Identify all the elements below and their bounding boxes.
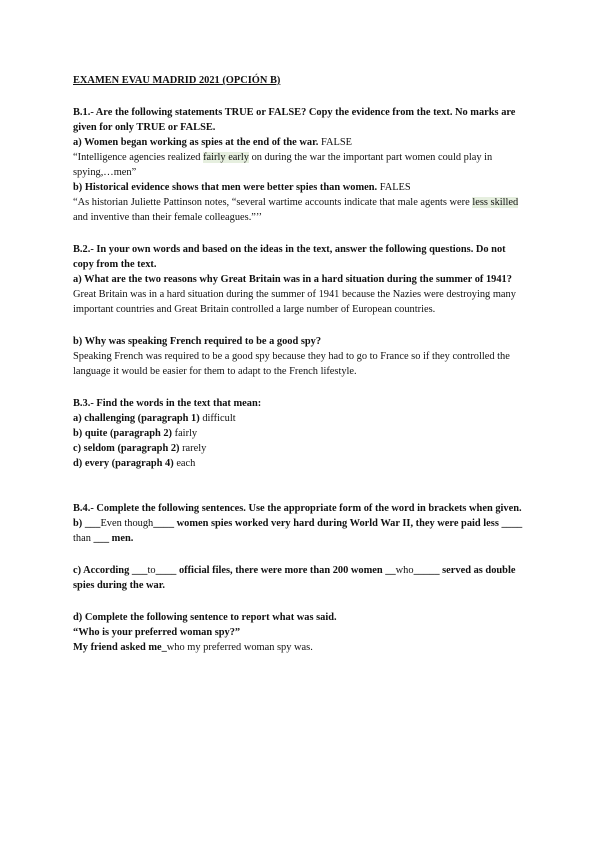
b4-b-end: ___ men. [90,533,134,544]
b4-b-answer1: Even though [100,518,154,529]
b1-b-evidence-part1: “As historian Juliette Pattinson notes, “several wartime accounts indicate that male agents were [73,197,473,208]
b3-item-c-question: c) seldom (paragraph 2) [73,443,180,454]
b1-a-evidence-highlight: fairly early [203,152,249,163]
b2-a-answer: Great Britain was in a hard situation during the summer of 1941 because the Nazies were destroying many important countries and Great Britain controlled a large number of European countries. [73,289,516,315]
b4-c-end: _____ served as double spies during the war. [73,565,516,591]
b3-item-c [73,441,528,456]
b2-a-question: a) What are the two reasons why Great Britain was in a hard situation during the summer of 1941? [73,274,512,285]
b4-d-answer: who my preferred woman spy was. [166,642,313,653]
b1-a-question: a) Women began working as spies at the end of the war. [73,137,319,148]
b4-c-answer1: to [147,565,156,576]
b3-item-a-answer: difficult [199,413,236,424]
b1-b [73,180,528,195]
b1-b-evidence-highlight: less skilled [472,197,519,208]
b1-b-evidence [73,195,528,225]
b4-b [73,516,528,546]
b1-a-evidence [73,150,528,180]
b4-c-prefix: c) According ___ [73,565,148,576]
b4-d-quote: “Who is your preferred woman spy?” [73,627,241,638]
b4-heading: B.4.- Complete the following sentences. Use the appropriate form of the word in brackets when given. [73,503,522,514]
b4-d-heading: d) Complete the following sentence to report what was said. [73,612,337,623]
b4-b-prefix: b) ___ [73,518,101,529]
b2-heading: B.2.- In your own words and based on the ideas in the text, answer the following questions. Do not copy from the text. [73,244,506,270]
b1-b-answer: FALES [377,182,411,193]
b4-c-answer2: who [395,565,414,576]
b3-item-c-answer: rarely [179,443,207,454]
exam-title: EXAMEN EVAU MADRID 2021 (OPCIÓN B) [73,75,281,86]
b1-a-answer: FALSE [318,137,352,148]
b1-b-question: b) Historical evidence shows that men were better spies than women. [73,182,378,193]
b1-a-evidence-part2: on during the war the important part women could play in spying,…men” [73,152,493,178]
b3-heading: B.3.- Find the words in the text that mean: [73,398,262,409]
b1-heading: B.1.- Are the following statements TRUE or FALSE? Copy the evidence from the text. No marks are given for only TRUE or FALSE. [73,107,516,133]
b3-item-d-question: d) every (paragraph 4) [73,458,174,469]
b1-a [73,135,528,150]
b3-item-b-question: b) quite (paragraph 2) [73,428,173,439]
b4-d-prefix: My friend asked me_ [73,642,167,653]
b2-b-question: b) Why was speaking French required to be a good spy? [73,336,322,347]
b3-item-b [73,426,528,441]
exam-document [73,73,528,655]
b3-item-a-question: a) challenging (paragraph 1) [73,413,200,424]
b3-item-a [73,411,528,426]
b3-item-d [73,456,528,471]
b4-c-sentence: ____ official files, there were more than 200 women __ [155,565,396,576]
b3-item-d-answer: each [173,458,196,469]
b3-item-b-answer: fairly [172,428,198,439]
b4-d-answer-line [73,640,528,655]
b4-b-answer2: than [73,533,91,544]
b1-b-evidence-part2: and inventive than their female colleagues.”’’ [73,212,263,223]
b4-b-sentence: ____ women spies worked very hard during World War II, they were paid less ____ [153,518,523,529]
b2-b-answer: Speaking French was required to be a good spy because they had to go to France so if they controlled the language it would be easier for them to adapt to the French lifestyle. [73,351,510,377]
b1-a-evidence-part1: “Intelligence agencies realized [73,152,204,163]
b4-c [73,563,528,593]
b2-a [73,272,528,317]
